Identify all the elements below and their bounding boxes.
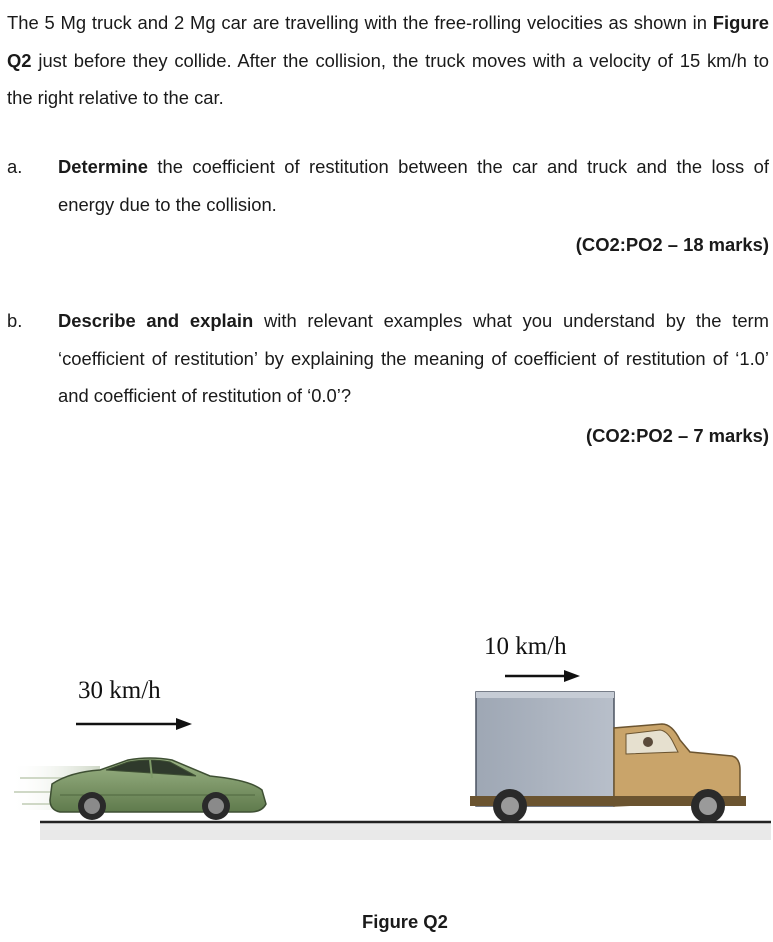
question-b-keyword: Describe and explain <box>58 310 254 331</box>
truck-speed-label: 10 km/h <box>484 633 567 660</box>
question-b-marks: (CO2:PO2 – 7 marks) <box>586 425 769 446</box>
figure-caption: Figure Q2 <box>362 911 448 932</box>
intro-text-2: just before they collide. After the collision, the truck moves with a velocity of 15 km/h to the right relative to the car. <box>7 49 769 108</box>
intro-text-1: The 5 Mg truck and 2 Mg car are travelling with the free-rolling velocities as shown in <box>7 12 713 33</box>
question-a-keyword: Determine <box>58 156 148 177</box>
question-a-body: the coefficient of restitution between the car and truck and the loss of energy due to the collision. <box>58 156 769 215</box>
question-b-body: with relevant examples what you understand by the term ‘coefficient of restitution’ by explaining the meaning of coefficient of restitution of ‘1.0’ and coefficient of restitution of ‘0.0’? <box>58 310 769 406</box>
truck-velocity-arrow <box>505 670 580 682</box>
truck <box>470 692 746 823</box>
car-velocity-arrow <box>76 718 192 730</box>
car-speed-label: 30 km/h <box>78 677 161 704</box>
road-surface <box>40 822 771 840</box>
question-a-letter: a. <box>7 156 23 177</box>
figure-reference: Figure Q2 <box>7 12 769 71</box>
question-a-marks: (CO2:PO2 – 18 marks) <box>575 234 769 255</box>
question-b-letter: b. <box>7 310 23 331</box>
